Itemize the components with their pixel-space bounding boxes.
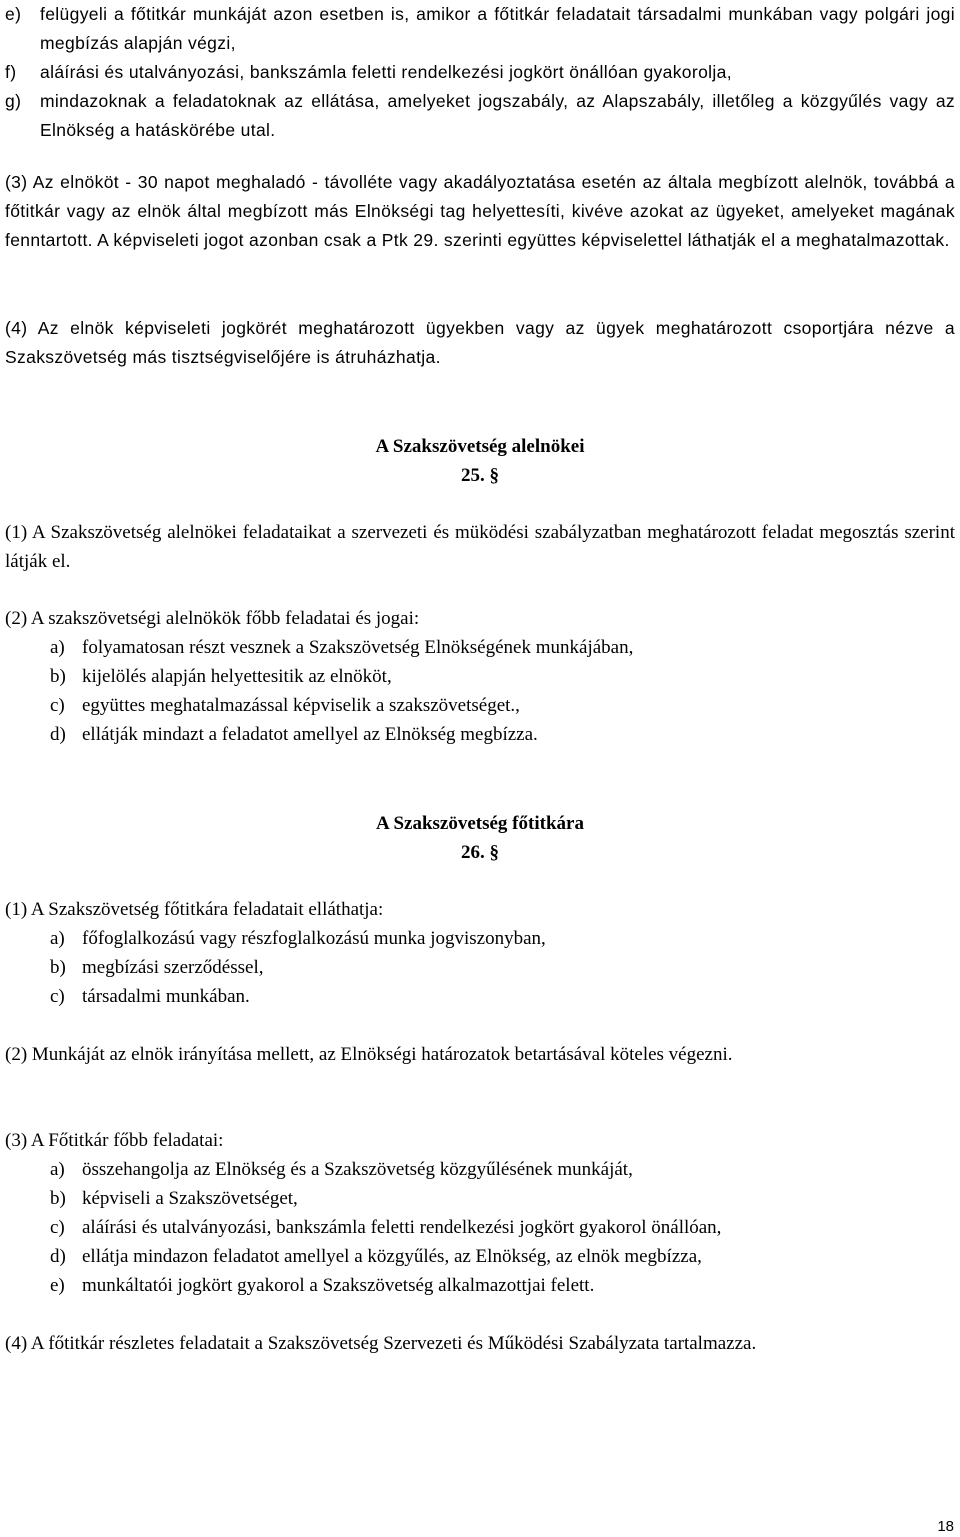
list-item xyxy=(50,1242,955,1271)
list-item-text: felügyeli a főtitkár munkáját azon esetben is, amikor a főtitkár feladatait társadalmi munkában vagy polgári jogi megbízás alapján végzi, xyxy=(40,4,955,53)
paragraph-delegation: (4) Az elnök képviseleti jogkörét meghatározott ügyekben vagy az ügyek meghatározott csoportjára nézve a Szakszövetség más tisztségviselőjére is átruházhatja. xyxy=(5,318,955,367)
list-item-text: kijelölés alapján helyettesitik az elnököt, xyxy=(82,666,392,687)
president-duties-list xyxy=(5,0,955,145)
list-item xyxy=(5,0,955,58)
list-item-text: folyamatosan részt vesznek a Szakszövetség Elnökségének munkájában, xyxy=(82,637,634,658)
list-marker: a) xyxy=(50,928,65,949)
paragraph-vice-presidents-rights xyxy=(5,604,955,749)
section-number-25 xyxy=(5,461,955,490)
list-item-text: főfoglalkozású vagy részfoglalkozású munka jogviszonyban, xyxy=(82,928,546,949)
list-marker: c) xyxy=(50,1217,65,1238)
list-item-text: mindazoknak a feladatoknak az ellátása, amelyeket jogszabály, az Alapszabály, illetőleg a közgyűlés vagy az Elnökség a hatáskörébe utal. xyxy=(40,91,955,140)
paragraph-intro: (2) A szakszövetségi alelnökök főbb feladatai és jogai: xyxy=(5,608,420,629)
employment-forms-list xyxy=(5,924,955,1011)
list-marker: d) xyxy=(50,1246,66,1267)
list-marker: b) xyxy=(50,666,66,687)
list-item-text: munkáltatói jogkört gyakorol a Szakszövetség alkalmazottjai felett. xyxy=(82,1275,595,1296)
secretary-duties-list xyxy=(5,1155,955,1300)
section-title-secretary-general: A Szakszövetség főtitkára xyxy=(376,813,584,834)
vice-presidents-rights-list xyxy=(5,633,955,749)
paragraph-employment-forms xyxy=(5,895,955,1011)
paragraph-deputy-substitution xyxy=(5,168,955,255)
list-item-text: képviseli a Szakszövetséget, xyxy=(82,1188,298,1209)
list-item xyxy=(50,662,955,691)
list-item xyxy=(50,1271,955,1300)
page-number: 18 xyxy=(937,1518,954,1535)
section-sign-icon: § xyxy=(484,842,499,863)
section-number: 26. xyxy=(461,842,485,863)
list-marker: a) xyxy=(50,637,65,658)
paragraph-vice-presidents-tasks: (1) A Szakszövetség alelnökei feladataikat a szervezeti és müködési szabályzatban meghatározott feladat megosztás szerint látják el. xyxy=(5,522,955,572)
list-item xyxy=(50,720,955,749)
list-item-text: társadalmi munkában. xyxy=(82,986,250,1007)
list-item xyxy=(50,1213,955,1242)
list-marker: b) xyxy=(50,957,66,978)
list-item xyxy=(50,1184,955,1213)
list-marker: c) xyxy=(50,695,65,716)
list-item xyxy=(5,58,955,87)
list-marker: c) xyxy=(50,986,65,1007)
section-title-vice-presidents: A Szakszövetség alelnökei xyxy=(375,436,585,457)
list-marker: g) xyxy=(5,91,22,111)
list-marker: e) xyxy=(5,4,22,24)
list-marker: e) xyxy=(50,1275,65,1296)
list-marker: a) xyxy=(50,1159,65,1180)
list-marker: d) xyxy=(50,724,66,745)
list-item xyxy=(50,982,955,1011)
list-marker: f) xyxy=(5,62,17,82)
list-item xyxy=(50,1155,955,1184)
list-item xyxy=(50,924,955,953)
paragraph-intro: (1) A Szakszövetség főtitkára feladatait elláthatja: xyxy=(5,899,384,920)
list-item-text: megbízási szerződéssel, xyxy=(82,957,264,978)
list-item xyxy=(50,633,955,662)
section-number: 25. xyxy=(461,465,485,486)
list-item-text: ellátja mindazon feladatot amellyel a közgyűlés, az Elnökség, az elnök megbízza, xyxy=(82,1246,702,1267)
section-number-26 xyxy=(5,838,955,867)
list-item xyxy=(5,87,955,145)
paragraph-text: (3) Az elnököt - 30 napot meghaladó - távolléte vagy akadályoztatása esetén az általa megbízott alelnök, továbbá a főtitkár vagy az elnök által megbízott más Elnökségi tag helyettesíti, kivéve azokat az ügyeket, amelyeket magának fenntartott. A képviseleti jogot azonban csak a Ptk 29. xyxy=(5,172,955,250)
paragraph-text: szerinti együttes képviselettel láthatják el a meghatalmazottak. xyxy=(438,230,950,250)
list-item-text: aláírási és utalványozási, bankszámla feletti rendelkezési jogkört önállóan gyakorolja, xyxy=(40,62,732,82)
list-marker: b) xyxy=(50,1188,66,1209)
paragraph-secretary-duties xyxy=(5,1126,955,1300)
list-item-text: együttes meghatalmazással képviselik a szakszövetséget., xyxy=(82,695,520,716)
list-item xyxy=(50,953,955,982)
list-item xyxy=(50,691,955,720)
paragraph-intro: (3) A Főtitkár főbb feladatai: xyxy=(5,1130,224,1151)
list-item-text: aláírási és utalványozási, bankszámla feletti rendelkezési jogkört gyakorol önállóan, xyxy=(82,1217,722,1238)
paragraph-detailed-duties: (4) A főtitkár részletes feladatait a Szakszövetség Szervezeti és Működési Szabályzata tartalmazza. xyxy=(5,1333,757,1354)
paragraph-supervision: (2) Munkáját az elnök irányítása mellett, az Elnökségi határozatok betartásával köteles végezni. xyxy=(5,1044,733,1065)
list-item-text: összehangolja az Elnökség és a Szakszövetség közgyűlésének munkáját, xyxy=(82,1159,633,1180)
section-sign-icon: § xyxy=(484,465,499,486)
list-item-text: ellátják mindazt a feladatot amellyel az Elnökség megbízza. xyxy=(82,724,538,745)
